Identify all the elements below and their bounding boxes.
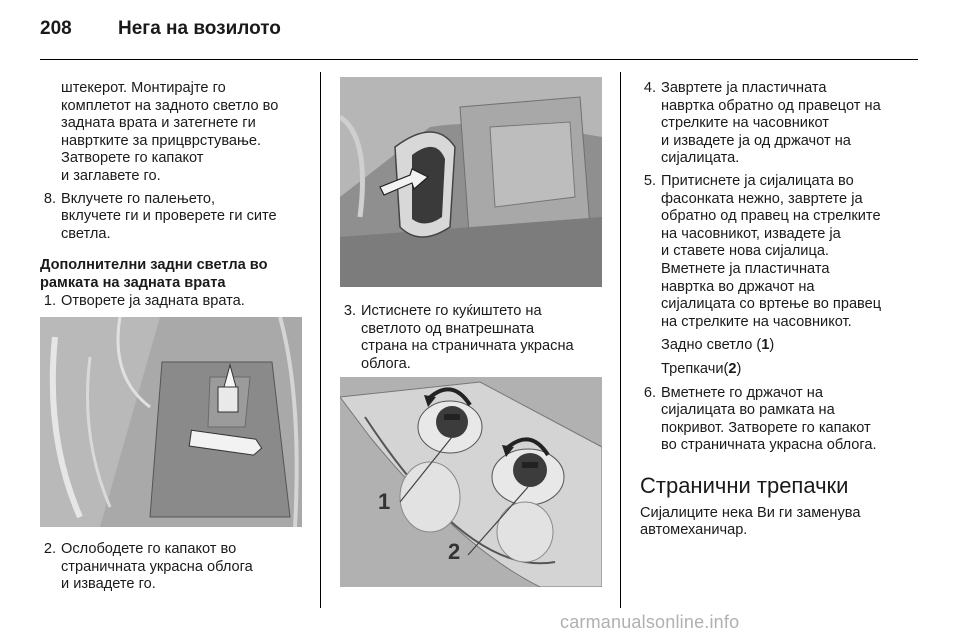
step-3 <box>340 303 612 373</box>
text-line: рамката на задната врата <box>40 274 226 291</box>
text-line: сијалицата во рамката на <box>661 402 835 419</box>
step-number: 4. <box>643 80 656 96</box>
step7-continuation <box>40 80 312 186</box>
subheading <box>40 257 312 292</box>
flasher-note: Трепкачи(2) <box>661 360 742 377</box>
step-2 <box>40 541 312 594</box>
column-2-text <box>340 303 612 373</box>
text-line: Сијалиците нека Ви ги заменува <box>640 504 861 521</box>
figure-light-housing-removal <box>340 77 602 287</box>
text-line: навртка обратно од правецот на <box>661 97 881 114</box>
step-number: 6. <box>643 384 656 401</box>
figure-bulb-holders <box>340 377 602 587</box>
text-line: Вметнете ја пластичната <box>661 260 830 277</box>
text-line: Отворете ја задната врата. <box>61 292 245 309</box>
text-line: и заглавете го. <box>61 167 161 184</box>
column-1 <box>40 80 312 310</box>
text-line: стрелките на часовникот <box>661 115 829 132</box>
text-line: Истиснете го куќиштето на <box>361 303 542 319</box>
column-divider-right <box>620 72 621 608</box>
column-3 <box>640 80 915 540</box>
text-line: и извадете го. <box>61 576 156 593</box>
text-line: навртка во држачот на <box>661 278 815 295</box>
text-line: сијалицата. <box>661 150 740 167</box>
section-title: Странични трепачки <box>640 472 849 498</box>
text-line: навртките за прицврстување. <box>61 132 262 149</box>
text-line: Вметнете го држачот на <box>661 384 823 401</box>
text-line: и извадете ја од држачот на <box>661 132 851 149</box>
step-8 <box>40 191 312 244</box>
callout-1: 1 <box>378 489 391 514</box>
text-line: задната врата и затегнете ги <box>61 115 256 132</box>
step-number: 5. <box>643 172 656 189</box>
step-number: 3. <box>343 303 356 319</box>
text-line: Завртете ја пластичната <box>661 80 827 96</box>
text-line: сијалицата со вртење во правец <box>661 296 882 313</box>
text-line: Затворете го капакот <box>61 150 204 167</box>
step-number: 8. <box>43 190 56 207</box>
text-line: вклучете ги и проверете ги сите <box>61 208 277 225</box>
light-housing-illustration <box>340 77 602 287</box>
figure-trunk-trim-cover <box>40 317 302 527</box>
tail-light-note: Задно светло (1) <box>661 337 775 354</box>
text-line: комплетот на задното светло во <box>61 97 279 114</box>
text-line: на стрелките на часовникот. <box>661 313 852 330</box>
trunk-trim-illustration <box>40 317 302 527</box>
text-line: во страничната украсна облога. <box>661 437 877 454</box>
column-1-bottom <box>40 541 312 594</box>
watermark: carmanualsonline.info <box>560 612 740 632</box>
step-number: 2. <box>43 541 56 557</box>
text-line: Ослободете го капакот во <box>61 541 237 557</box>
callout-2: 2 <box>448 539 461 564</box>
text-line: страна на страничната украсна <box>361 338 574 355</box>
text-line: облога. <box>361 355 411 372</box>
bulb-holders-illustration <box>340 377 602 587</box>
text-line: покривот. Затворете го капакот <box>661 419 871 436</box>
text-line: фасонката нежно, завртете ја <box>661 190 863 207</box>
text-line: светла. <box>61 225 111 242</box>
step-4 <box>640 80 915 168</box>
page-number: 208 <box>40 18 72 39</box>
step-5 <box>640 173 915 379</box>
text-line: Дополнителни задни светла во <box>40 257 268 274</box>
text-line: страничната украсна облога <box>61 558 253 575</box>
text-line: Вклучете го палењето, <box>61 190 216 207</box>
text-line: штекерот. Монтирајте го <box>61 80 226 96</box>
step-1 <box>40 293 312 311</box>
step-6 <box>640 385 915 455</box>
text-line: светлото од внатрешната <box>361 320 535 337</box>
header-rule <box>40 59 918 60</box>
text-line: автомеханичар. <box>640 522 748 539</box>
column-divider-left <box>320 72 321 608</box>
text-line: Притиснете ја сијалицата во <box>661 172 854 189</box>
page-header-title: Нега на возилото <box>118 18 281 39</box>
text-line: и ставете нова сијалица. <box>661 243 829 260</box>
text-line: на часовникот, извадете ја <box>661 225 841 242</box>
step-number: 1. <box>43 292 56 309</box>
text-line: обратно од правец на стрелките <box>661 208 881 225</box>
